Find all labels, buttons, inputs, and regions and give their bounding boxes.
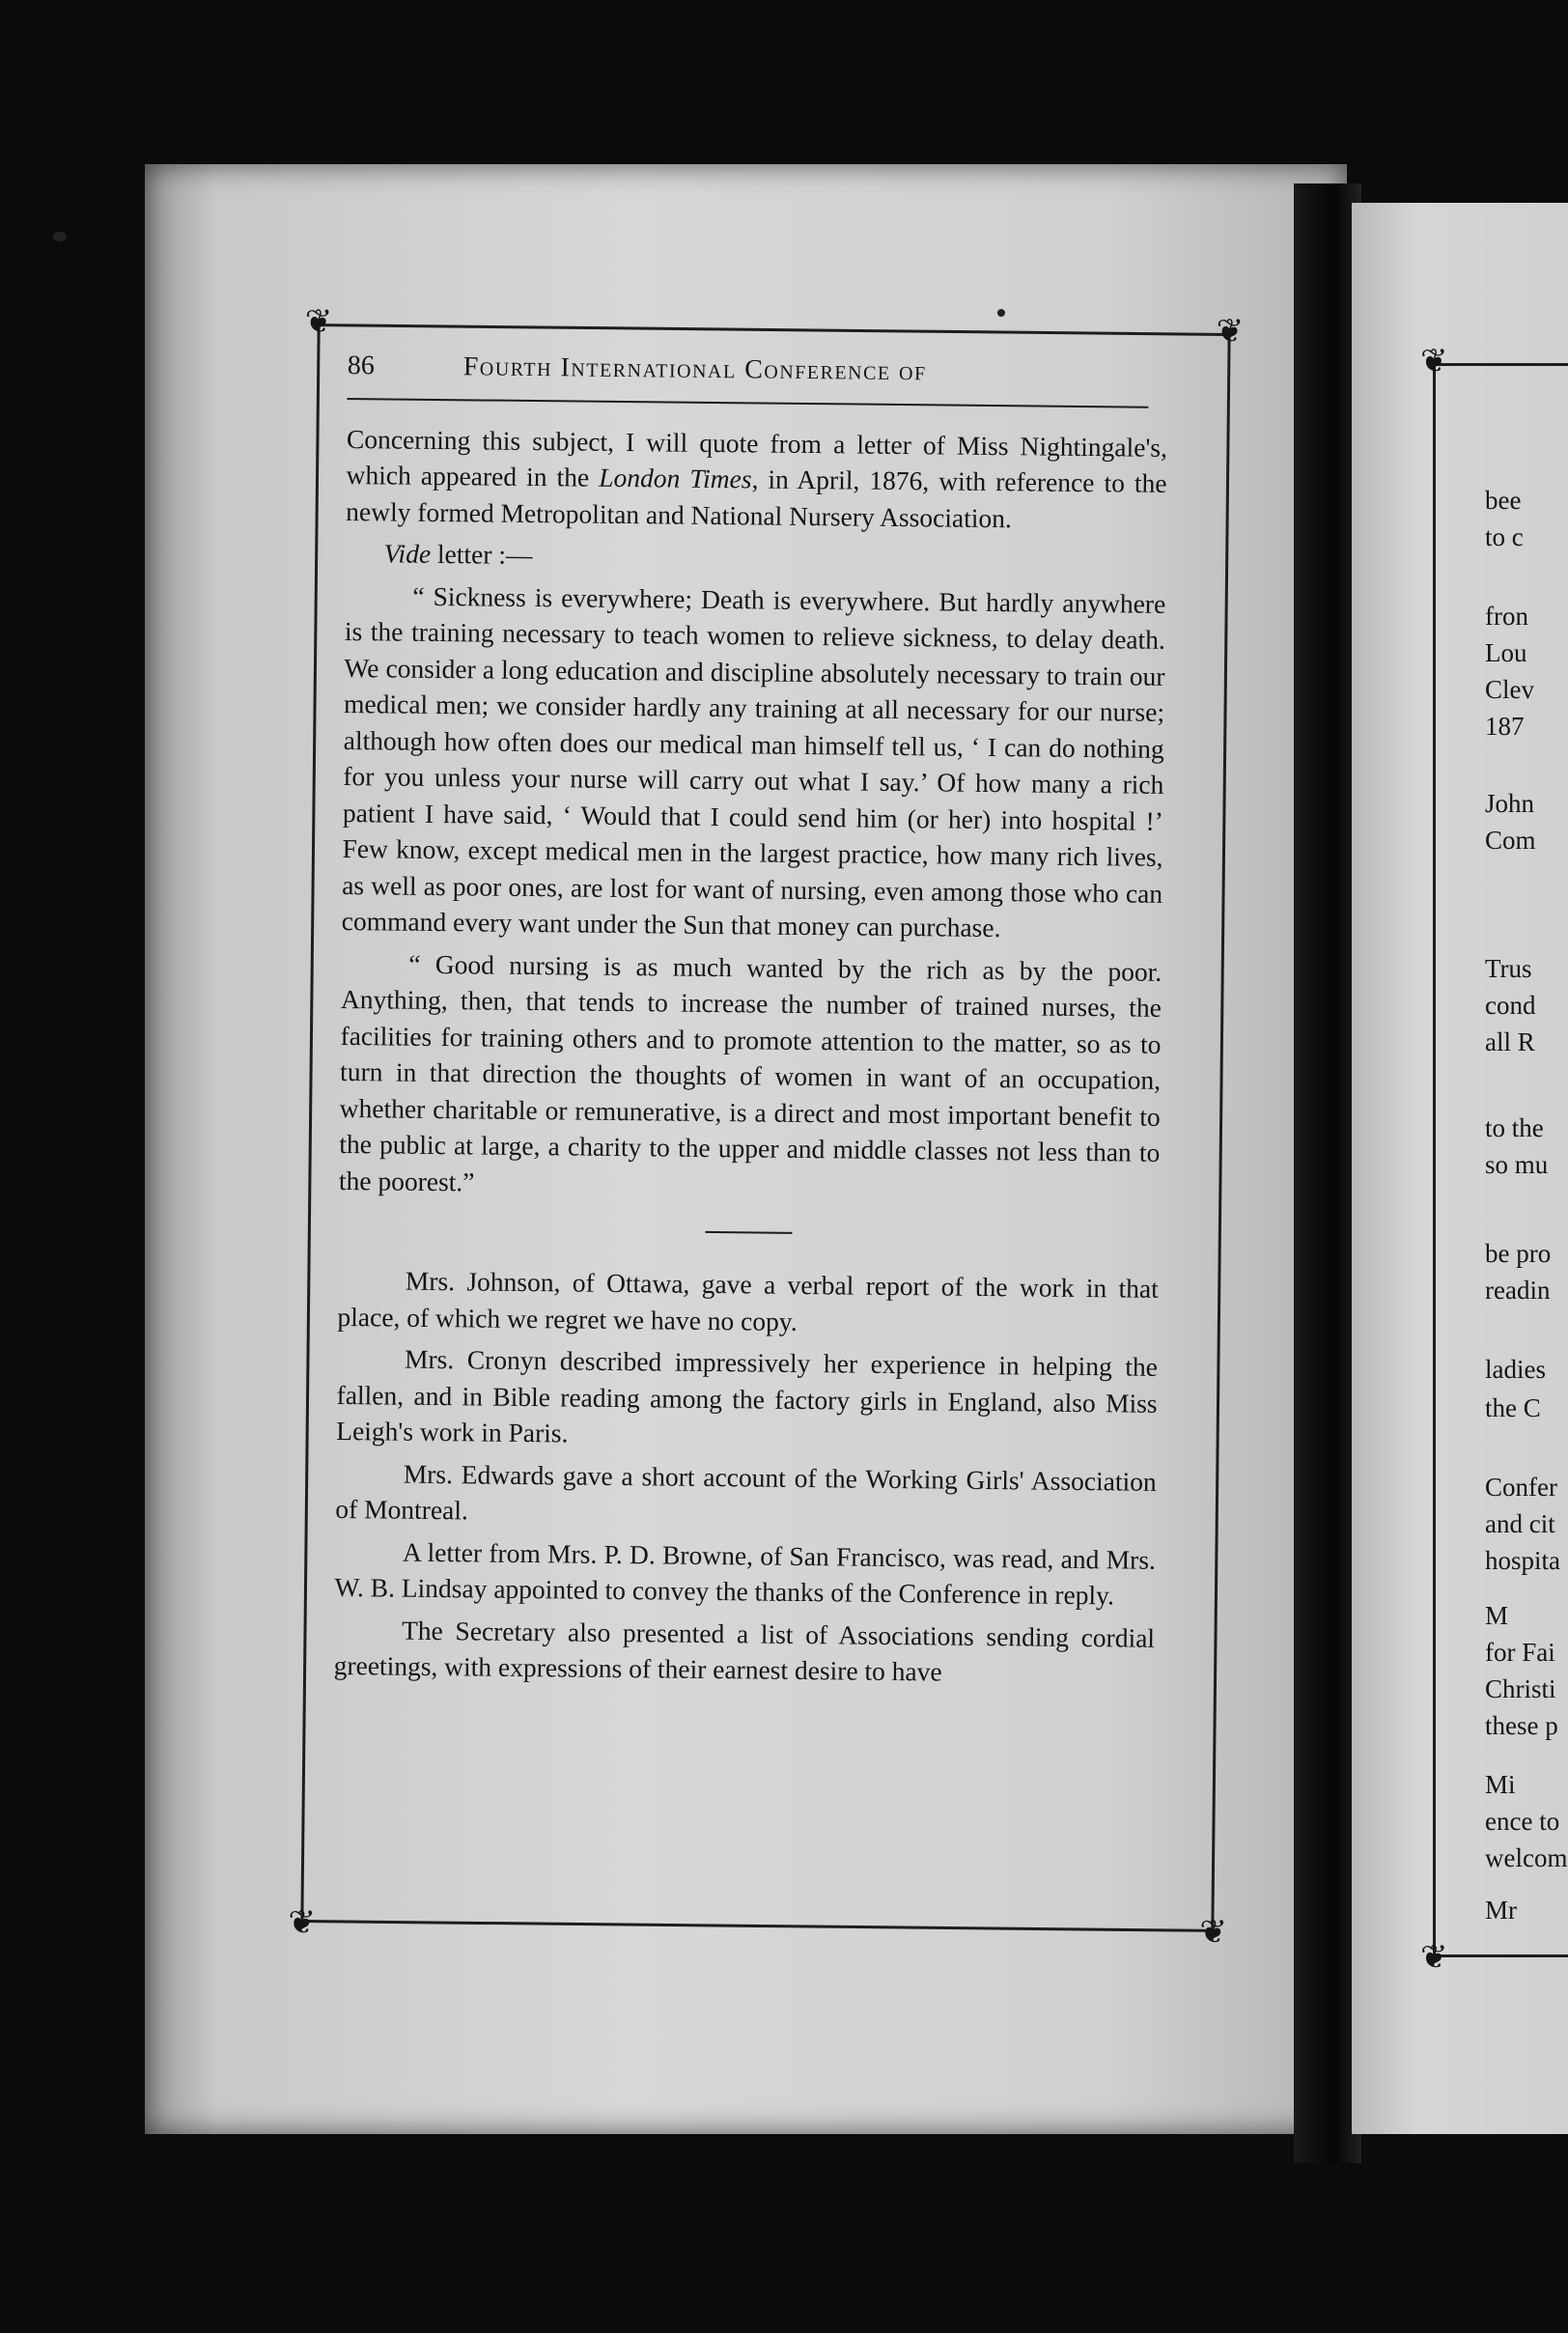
paragraph-intro: Concerning this subject, I will quote from a letter of Miss Nightingale's, which appeared in the London Times, in April, 1876, with reference to the newly formed Metropolitan and National Nursery Association. — [346, 423, 1168, 533]
facing-line: to c — [1485, 522, 1524, 551]
quote-paragraph-2: “ Good nursing is as much wanted by the rich as by the poor. Anything, then, that tends to increase the number of trained nurses, the facilities for training others and to promote attention to the matter, so as to turn in that direction the thoughts of women in want of an occupation, whether charitable or remunerative, is a direct and most important benefit to the public at large, a charity to the upper and middle classes not less than to the poorest.” — [338, 948, 1162, 1196]
facing-line: for Fai — [1485, 1638, 1555, 1667]
facing-line: Mr — [1485, 1896, 1517, 1925]
facing-line: and cit — [1485, 1509, 1555, 1538]
paragraph-vide: Vide letter :— — [383, 538, 533, 571]
facing-line: so mu — [1485, 1150, 1549, 1179]
facing-line: welcom — [1485, 1843, 1568, 1872]
ornament-corner-icon: ❦ — [1216, 313, 1245, 351]
facing-line: Mi — [1485, 1770, 1516, 1799]
facing-line: Clev — [1485, 675, 1534, 704]
facing-line: Christi — [1485, 1674, 1556, 1703]
facing-line: readin — [1485, 1276, 1551, 1305]
ornament-corner-icon: ❦ — [1420, 1940, 1448, 1976]
facing-line: ladies — [1485, 1355, 1546, 1384]
paragraph-cronyn: Mrs. Cronyn described impressively her experience in helping the fallen, and in Bible reading among the factory girls in England, also Miss Leigh's work in Paris. — [336, 1343, 1159, 1448]
facing-line: 187 — [1485, 712, 1525, 741]
facing-line: cond — [1485, 991, 1536, 1020]
facing-line: bee — [1485, 486, 1522, 515]
paragraph-johnson: Mrs. Johnson, of Ottawa, gave a verbal report of the work in that place, of which we regret we have no copy. — [337, 1265, 1160, 1336]
scan-speck — [997, 309, 1005, 317]
ornament-corner-icon: ❦ — [304, 303, 333, 341]
ornament-corner-icon: ❦ — [288, 1904, 317, 1942]
page-number: 86 — [347, 350, 375, 381]
facing-line: M — [1485, 1601, 1509, 1630]
paragraph-edwards: Mrs. Edwards gave a short account of the Working Girls' Association of Montreal. — [335, 1458, 1157, 1526]
facing-line: all R — [1485, 1027, 1535, 1056]
paragraph-secretary: The Secretary also presented a list of Associations sending cordial greetings, with expressions of their earnest desire to have — [333, 1615, 1156, 1687]
scan-speck — [53, 232, 67, 241]
facing-line: these p — [1485, 1711, 1558, 1740]
facing-line: Trus — [1485, 954, 1532, 983]
facing-line: ence to — [1485, 1807, 1560, 1836]
section-separator — [705, 1231, 792, 1234]
running-head: Fourth International Conference of — [462, 351, 927, 387]
facing-line: the C — [1485, 1393, 1541, 1422]
page-content — [333, 348, 1168, 1698]
ornament-corner-icon: ❦ — [1199, 1914, 1227, 1952]
facing-line: be pro — [1485, 1239, 1552, 1268]
facing-line: hospita — [1485, 1546, 1560, 1575]
page-header — [348, 348, 1168, 392]
facing-line: fron — [1485, 602, 1528, 631]
facing-line: Com — [1485, 826, 1536, 855]
facing-page-text — [1485, 0, 1568, 2333]
ornament-corner-icon: ❦ — [1420, 344, 1448, 379]
quote-paragraph-1: “ Sickness is everywhere; Death is everywhere. But hardly anywhere is the training necessary to teach women to relieve sickness, to delay death. We consider a long education and discipline absolutely necessary to train our medical men; we consider hardly any training at all necessary for our nurse; although how often does our medical man himself tell us, ‘ I can do nothing for you unless your nurse will carry out what I say.’ Of how many a rich patient I have said, ‘ Would that I could send him (or her) into hospital !’ Few know, except medical men in the largest practice, how many rich lives, as well as poor ones, are lost for want of nursing, even among those who can command every want under the Sun that money can purchase. — [341, 580, 1166, 943]
header-rule — [347, 397, 1148, 408]
paragraph-browne: A letter from Mrs. P. D. Browne, of San Francisco, was read, and Mrs. W. B. Lindsay appointed to convey the thanks of the Conference in reply. — [334, 1536, 1157, 1611]
facing-line: Confer — [1485, 1473, 1557, 1502]
facing-line: to the — [1485, 1113, 1544, 1142]
facing-line: Lou — [1485, 638, 1527, 667]
facing-line: John — [1485, 789, 1535, 818]
